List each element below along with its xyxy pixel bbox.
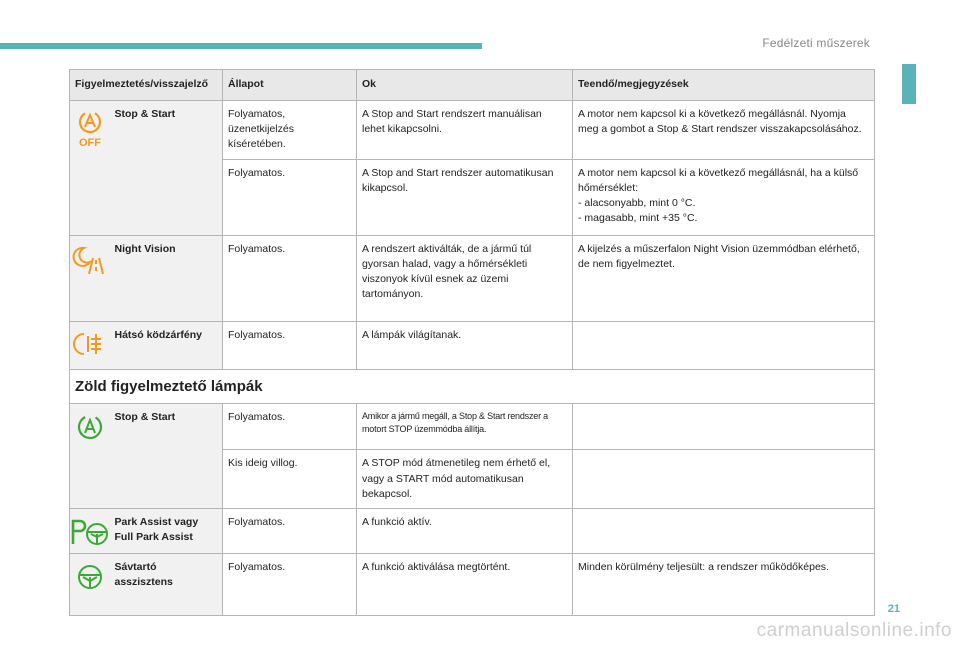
- page-number: 21: [887, 603, 900, 615]
- stop-start-green-icon: [72, 412, 108, 442]
- action-cell: [573, 404, 875, 450]
- action-cell: A motor nem kapcsol ki a következő megállásnál. Nyomja meg a gombot a Stop & Start rendszer visszakapcsolásához.: [573, 101, 875, 160]
- cause-cell: A lámpák világítanak.: [357, 321, 573, 369]
- cause-cell: A funkció aktiválása megtörtént.: [357, 554, 573, 616]
- header-accent-bar: [0, 43, 482, 49]
- stop-start-off-icon: [72, 109, 108, 149]
- indicator-name: Stop & Start: [110, 101, 223, 236]
- status-cell: Folyamatos, üzenetkijelzés kíséretében.: [223, 101, 357, 160]
- warning-lights-table: [69, 69, 875, 616]
- status-cell: Folyamatos.: [223, 321, 357, 369]
- table-header-row: [70, 70, 875, 101]
- icon-cell: [70, 321, 110, 369]
- chapter-number-tab: [902, 64, 916, 104]
- icon-cell: [70, 235, 110, 321]
- section-header-row: [70, 369, 875, 404]
- watermark: carmanualsonline.info: [756, 620, 952, 641]
- cause-cell: A STOP mód átmenetileg nem érhető el, vagy a START mód automatikusan bekapcsol.: [357, 450, 573, 509]
- icon-cell: [70, 101, 110, 236]
- action-cell: Minden körülmény teljesült: a rendszer működőképes.: [573, 554, 875, 616]
- status-cell: Folyamatos.: [223, 235, 357, 321]
- action-intro: A motor nem kapcsol ki a következő megállásnál, ha a külső hőmérséklet:: [578, 166, 859, 194]
- column-header: Ok: [357, 70, 573, 101]
- table-row: [70, 235, 875, 321]
- action-cell: A kijelzés a műszerfalon Night Vision üzemmódban elérhető, de nem figyelmeztet.: [573, 235, 875, 321]
- action-list-item: - magasabb, mint +35 °C.: [578, 212, 698, 225]
- action-list-item: - alacsonyabb, mint 0 °C.: [578, 197, 696, 210]
- status-cell: Folyamatos.: [223, 509, 357, 554]
- cause-cell: A Stop and Start rendszer automatikusan kikapcsol.: [357, 159, 573, 235]
- column-header: Állapot: [223, 70, 357, 101]
- action-cell: [573, 159, 875, 235]
- cause-cell: A funkció aktív.: [357, 509, 573, 554]
- status-cell: Folyamatos.: [223, 404, 357, 450]
- column-header: Figyelmeztetés/visszajelző: [70, 70, 223, 101]
- indicator-name: Sávtartó asszisztens: [110, 554, 223, 616]
- table-row: [70, 554, 875, 616]
- icon-cell: [70, 404, 110, 509]
- table-row: [70, 321, 875, 369]
- table-row: [70, 101, 875, 160]
- park-assist-icon: [70, 517, 110, 547]
- table-row: [70, 404, 875, 450]
- action-cell: [573, 450, 875, 509]
- status-cell: Folyamatos.: [223, 554, 357, 616]
- column-header: Teendő/megjegyzések: [573, 70, 875, 101]
- action-cell: [573, 509, 875, 554]
- section-title: Zöld figyelmeztető lámpák: [70, 369, 875, 404]
- cause-cell: A Stop and Start rendszert manuálisan lehet kikapcsolni.: [357, 101, 573, 160]
- table-row: [70, 509, 875, 554]
- cause-cell: Amikor a jármű megáll, a Stop & Start rendszer a motort STOP üzemmódba állítja.: [357, 404, 573, 450]
- svg-text:OFF: OFF: [78, 137, 101, 149]
- cause-cell: A rendszert aktiválták, de a jármű túl gyorsan halad, vagy a hőmérsékleti viszonyok kívül esnek az üzemi tartományon.: [357, 235, 573, 321]
- status-cell: Folyamatos.: [223, 159, 357, 235]
- indicator-name: Park Assist vagy Full Park Assist: [110, 509, 223, 554]
- status-cell: Kis ideig villog.: [223, 450, 357, 509]
- lane-assist-icon: [72, 562, 108, 592]
- indicator-name: Stop & Start: [110, 404, 223, 509]
- night-vision-icon: [72, 244, 108, 278]
- indicator-name: Hátsó ködzárfény: [110, 321, 223, 369]
- chapter-title: Fedélzeti műszerek: [762, 36, 870, 50]
- icon-cell: [70, 509, 110, 554]
- rear-fog-light-icon: [72, 330, 108, 358]
- action-cell: [573, 321, 875, 369]
- indicator-name: Night Vision: [110, 235, 223, 321]
- icon-cell: [70, 554, 110, 616]
